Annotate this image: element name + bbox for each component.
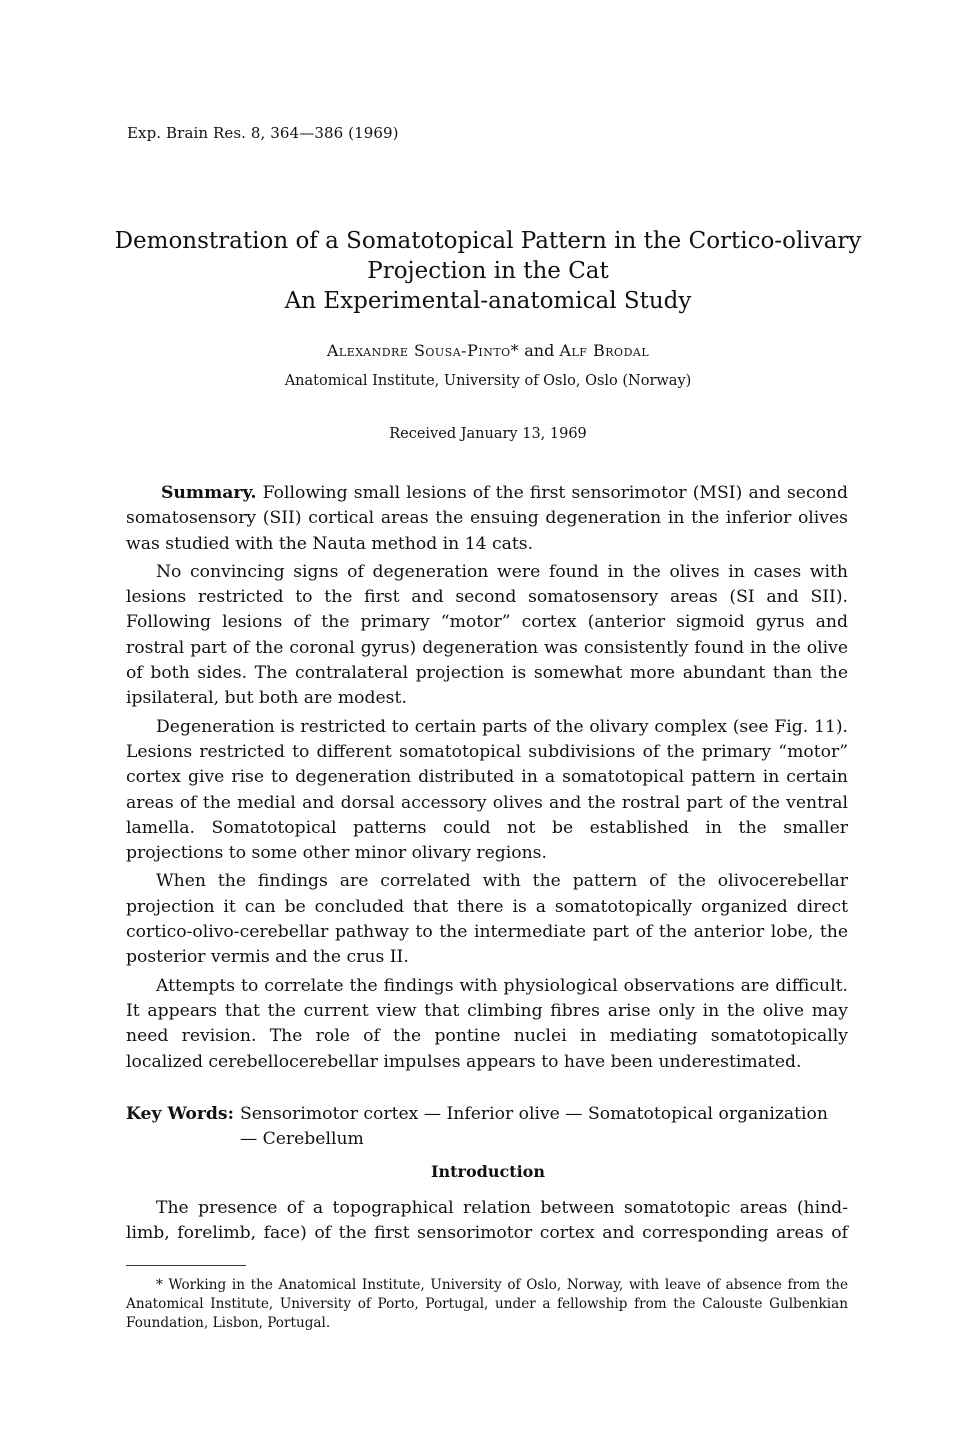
author-name-1: Alexandre Sousa-Pinto* — [326, 341, 520, 360]
summary-text-1: Following small lesions of the first sensorimotor (MSI) and second somatosensory (SII) cortical areas the ensuing degeneration in the inferior olives was studied with the Nauta method in 14 cats. — [126, 483, 848, 554]
affiliation: Anatomical Institute, University of Oslo, Oslo (Norway) — [284, 373, 692, 389]
article-title — [0, 226, 976, 316]
title-line-1: Demonstration of a Somatotopical Pattern in the Cortico-olivary — [114, 228, 862, 254]
keywords-block — [126, 1102, 848, 1152]
summary-section — [126, 481, 848, 1075]
title-line-2: Projection in the Cat — [367, 258, 609, 284]
title-line-3: An Experimental-anatomical Study — [284, 288, 692, 314]
summary-label: Summary. — [161, 483, 257, 503]
author-name-2: Alf Brodal — [559, 341, 650, 360]
summary-paragraph-5: Attempts to correlate the findings with physiological observations are difficult. It appears that the current view that climbing fibres arise only in the olive may need revision. The role of the pontine nuclei in mediating somatotopically localized cerebellocerebellar impulses appears to have been underestimated. — [126, 975, 848, 1072]
author-connector: and — [519, 341, 560, 360]
summary-paragraph-1 — [126, 481, 848, 557]
footnote-divider — [126, 1265, 246, 1266]
introduction-section — [126, 1196, 848, 1247]
keywords-label: Key Words: — [126, 1104, 234, 1124]
footnote-text: * Working in the Anatomical Institute, University of Oslo, Norway, with leave of absence from the Anatomical Institute, University of Porto, Portugal, under a fellowship from the Calouste Gulbenkian Foundation, Lisbon, Portugal. — [126, 1277, 848, 1331]
summary-paragraph-2: No convincing signs of degeneration were found in the olives in cases with lesions restricted to the first and second somatosensory areas (SI and SII). Following lesions of the primary “motor” cortex (anterior sigmoid gyrus and rostral part of the coronal gyrus) degeneration was consistently found in the olive of both sides. The contralateral projection is somewhat more abundant than the ipsilateral, but both are modest. — [126, 561, 848, 709]
summary-paragraph-3: Degeneration is restricted to certain parts of the olivary complex (see Fig. 11). Lesions restricted to different somatotopical subdivisions of the primary “motor” cortex give rise to degeneration distributed in a somatotopical pattern in certain areas of the medial and dorsal accessory olives and the rostral part of the ventral lamella. Somatotopical patterns could not be established in the smaller projections to some other minor olivary regions. — [126, 716, 848, 864]
introduction-heading: Introduction — [431, 1162, 545, 1181]
footnote — [126, 1276, 848, 1333]
author-line — [0, 341, 976, 360]
journal-citation: Exp. Brain Res. 8, 364—386 (1969) — [127, 124, 399, 142]
introduction-paragraph-1: The presence of a topographical relation between somatotopic areas (hind-limb, forelimb, face) of the first sensorimotor cortex and corresponding areas of — [126, 1198, 848, 1244]
summary-paragraph-4: When the findings are correlated with the pattern of the olivocerebellar projection it can be concluded that there is a somatotopically organized direct cortico-olivo-cerebellar pathway to the intermediate part of the anterior lobe, the posterior vermis and the crus II. — [126, 871, 848, 968]
keywords-line-2: — Cerebellum — [239, 1129, 364, 1149]
received-date: Received January 13, 1969 — [389, 426, 587, 442]
keywords-line-1: Sensorimotor cortex — Inferior olive — Somatotopical organization — [239, 1104, 828, 1124]
